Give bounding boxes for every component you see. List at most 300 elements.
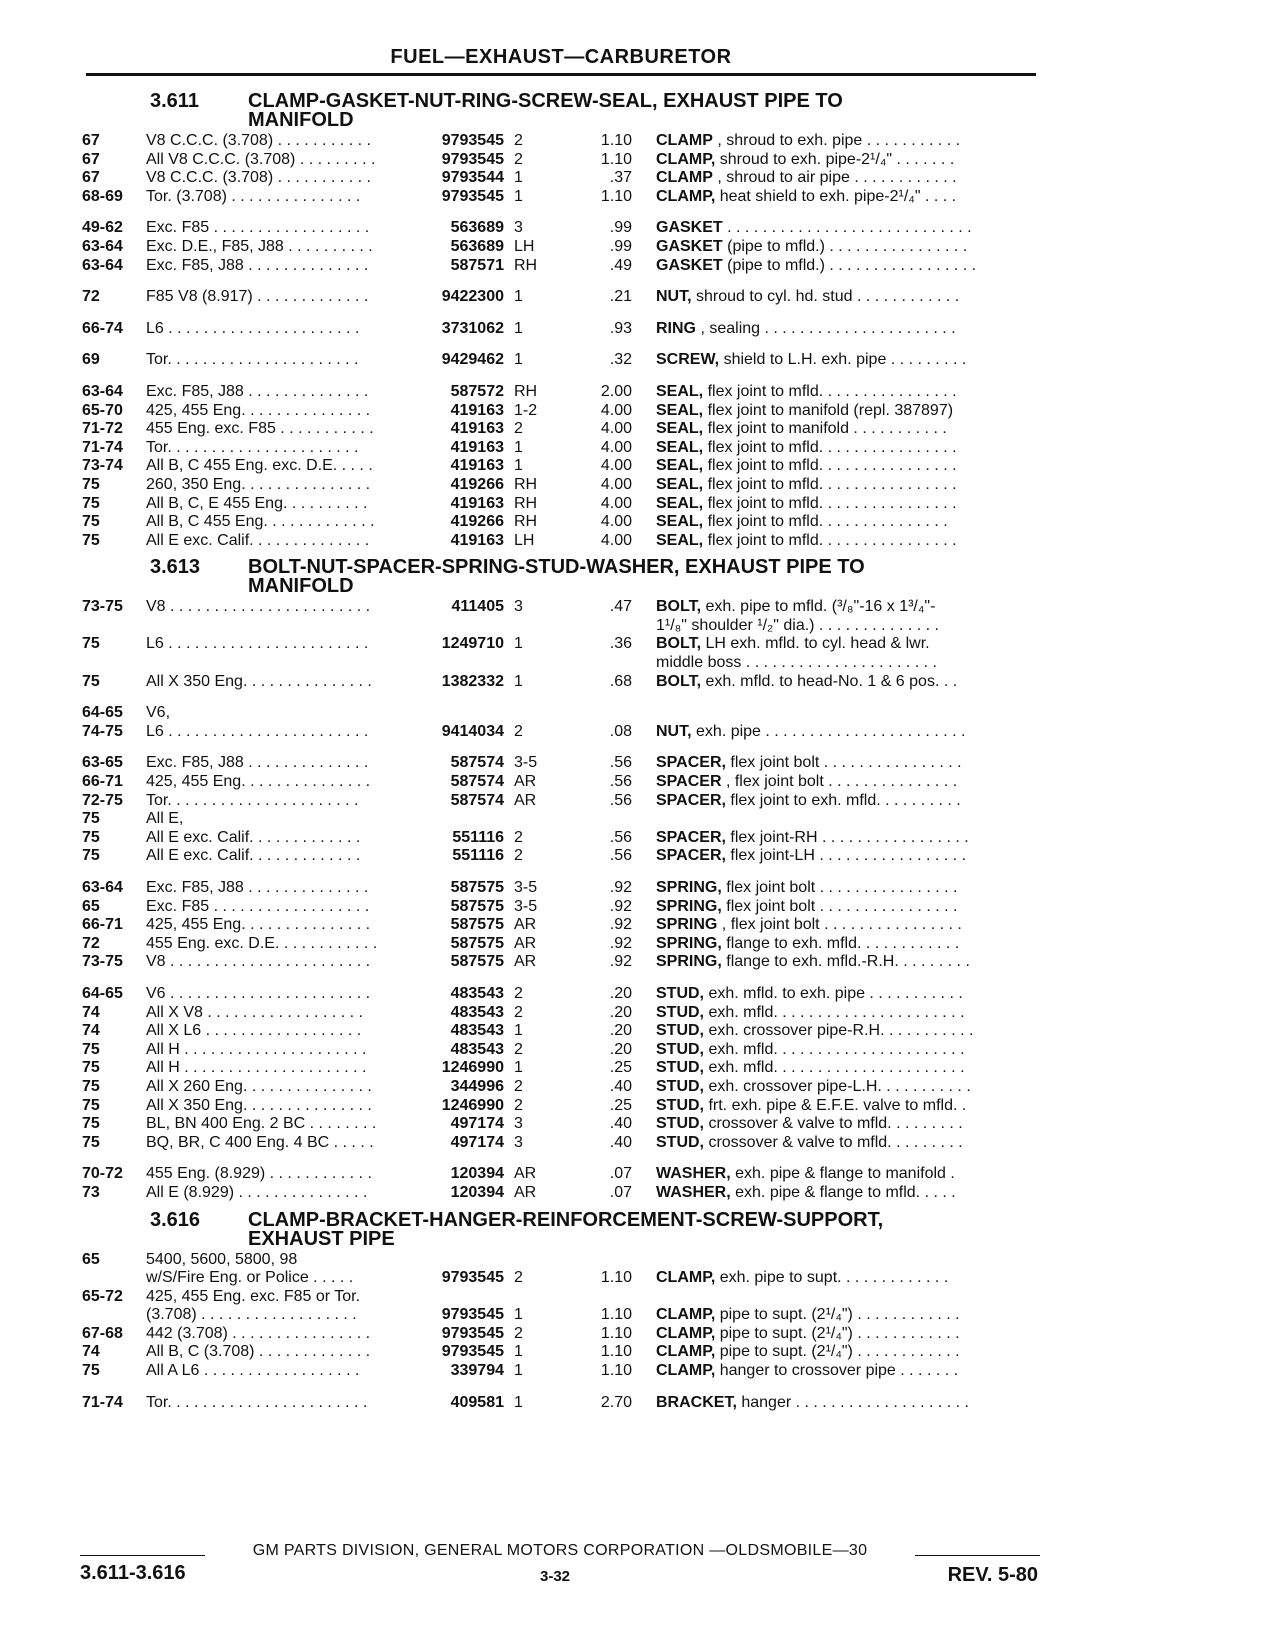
usage: 425, 455 Eng. exc. F85 or Tor. <box>146 1287 361 1305</box>
part-row <box>82 151 1042 170</box>
part-row <box>82 810 1042 829</box>
usage: All H . . . . . . . . . . . . . . . . . . . . . <box>146 1059 367 1077</box>
part-row <box>82 635 1042 654</box>
part-number: 9793545 <box>441 132 504 149</box>
year: 65-70 <box>82 401 123 419</box>
year: 75 <box>82 1077 100 1095</box>
part-row <box>82 773 1042 792</box>
part-row <box>82 1165 1042 1184</box>
part-row <box>82 673 1042 692</box>
part-name <box>632 723 1006 742</box>
part-number: 9793545 <box>441 1269 504 1287</box>
part-name <box>632 351 1006 370</box>
quantity: 1 <box>514 187 523 205</box>
quantity: LH <box>514 531 535 549</box>
quantity: 1 <box>514 351 523 369</box>
part-number: 1246990 <box>441 1059 504 1077</box>
year: 72 <box>82 288 100 306</box>
part-detail: flex joint to mfld. . . . . . . . . . . . . . . . <box>707 382 957 400</box>
part-row <box>82 847 1042 866</box>
part-number: 587574 <box>450 791 504 809</box>
part-name <box>632 754 1006 773</box>
part-name <box>632 598 1006 617</box>
price: 1.10 <box>600 1324 632 1342</box>
part-detail: flange to exh. mfld.-R.H. . . . . . . . . <box>726 953 970 971</box>
price: .49 <box>609 256 632 274</box>
quantity: 2 <box>514 1324 523 1342</box>
part-keyword: SPRING, <box>656 897 722 915</box>
part-row <box>82 935 1042 954</box>
year: 75 <box>82 475 100 493</box>
price: .20 <box>609 1003 632 1021</box>
price: .37 <box>609 169 632 187</box>
part-name <box>632 219 1006 238</box>
part-name <box>632 916 1006 935</box>
part-number: 120394 <box>450 1183 504 1201</box>
part-detail: LH exh. mfld. to cyl. head & lwr. <box>705 635 930 653</box>
part-detail: exh. pipe to supt. . . . . . . . . . . . . <box>719 1269 949 1287</box>
part-name <box>632 673 1006 692</box>
part-name <box>632 953 1006 972</box>
quantity: 1 <box>514 319 523 337</box>
footer-bottom <box>80 1562 1038 1586</box>
part-row <box>82 532 1042 551</box>
year: 67 <box>82 169 100 187</box>
price: .21 <box>609 288 632 306</box>
year: 74 <box>82 1003 100 1021</box>
part-detail: flange to exh. mfld. . . . . . . . . . . . <box>726 934 960 952</box>
part-detail: flex joint-LH . . . . . . . . . . . . . . . . . <box>730 847 967 865</box>
usage: Exc. F85, J88 . . . . . . . . . . . . . . <box>146 879 369 896</box>
part-keyword: CLAMP, <box>656 1343 716 1361</box>
part-detail: flex joint to manifold (repl. 387897) <box>707 401 954 419</box>
usage: All X 260 Eng. . . . . . . . . . . . . . . <box>146 1077 372 1095</box>
section-title: CLAMP-BRACKET-HANGER-REINFORCEMENT-SCREW-SUPPORT, EXHAUST PIPE <box>248 1208 884 1250</box>
part-name <box>632 1165 1006 1184</box>
part-keyword: SEAL, <box>656 513 704 531</box>
part-row <box>82 1097 1042 1116</box>
part-row <box>82 420 1042 439</box>
part-row <box>82 1134 1042 1153</box>
usage: Tor. . . . . . . . . . . . . . . . . . . . . . <box>146 351 359 369</box>
year: 63-64 <box>82 256 123 274</box>
part-row <box>82 169 1042 188</box>
part-keyword: WASHER, <box>656 1183 731 1201</box>
part-keyword: SPRING, <box>656 953 722 971</box>
year: 75 <box>82 810 100 828</box>
usage: All E exc. Calif. . . . . . . . . . . . . . <box>146 531 370 549</box>
section-number: 3.613 <box>150 556 201 579</box>
part-name <box>632 1004 1006 1023</box>
part-detail: , shroud to air pipe . . . . . . . . . . . . <box>717 169 957 187</box>
part-name <box>632 1343 1006 1362</box>
usage: All V8 C.C.C. (3.708) . . . . . . . . . <box>146 150 376 168</box>
price: .93 <box>609 319 632 337</box>
usage: 260, 350 Eng. . . . . . . . . . . . . . . <box>146 475 371 493</box>
part-keyword: SEAL, <box>656 494 704 512</box>
part-name <box>632 320 1006 339</box>
price: 4.00 <box>600 420 632 438</box>
part-group <box>82 879 1042 972</box>
part-detail: shield to L.H. exh. pipe . . . . . . . . . <box>723 351 967 369</box>
part-number: 563689 <box>450 219 504 237</box>
part-row <box>82 476 1042 495</box>
part-number: 9422300 <box>441 288 504 306</box>
quantity: AR <box>514 916 537 934</box>
footer-publisher: GM PARTS DIVISION, GENERAL MOTORS CORPORATION —OLDSMOBILE—30 <box>252 1542 868 1559</box>
year: 75 <box>82 847 100 865</box>
price: .56 <box>609 847 632 865</box>
part-name <box>632 151 1006 170</box>
part-detail: exh. pipe & flange to mfld. . . . . <box>735 1183 956 1201</box>
part-row <box>82 402 1042 421</box>
price: 2.70 <box>600 1393 632 1411</box>
usage: 455 Eng. exc. F85 . . . . . . . . . . . <box>146 420 374 438</box>
part-group <box>82 320 1042 339</box>
part-detail: exh. pipe . . . . . . . . . . . . . . . . . . . . . . . <box>696 722 966 740</box>
quantity: AR <box>514 773 537 791</box>
quantity: 2 <box>514 132 523 149</box>
part-group <box>82 383 1042 550</box>
part-name <box>632 288 1006 307</box>
part-keyword: SPACER, <box>656 847 726 865</box>
price: .20 <box>609 984 632 1002</box>
part-name <box>632 1097 1006 1116</box>
usage: All H . . . . . . . . . . . . . . . . . . . . . <box>146 1040 367 1058</box>
part-number: 419163 <box>450 457 504 475</box>
part-keyword: SEAL, <box>656 475 704 493</box>
part-row <box>82 598 1042 617</box>
part-name <box>632 1041 1006 1060</box>
part-number: 483543 <box>450 1003 504 1021</box>
part-detail: flex joint to mfld. . . . . . . . . . . . . . . . <box>707 438 957 456</box>
part-keyword: SPACER <box>656 773 722 791</box>
part-detail: flex joint to mfld. . . . . . . . . . . . . . . . <box>707 494 957 512</box>
price: 1.10 <box>600 132 632 149</box>
year <box>82 654 146 673</box>
part-row <box>82 351 1042 370</box>
price: .20 <box>609 1022 632 1040</box>
part-row <box>82 1115 1042 1134</box>
quantity: AR <box>514 791 537 809</box>
part-number: 339794 <box>450 1362 504 1380</box>
part-name <box>632 457 1006 476</box>
quantity: RH <box>514 475 538 493</box>
part-row <box>82 1269 1042 1288</box>
year: 75 <box>82 1059 100 1077</box>
section-heading <box>82 92 1042 130</box>
part-number: 483543 <box>450 1022 504 1040</box>
year: 73-75 <box>82 598 123 616</box>
part-name <box>632 1134 1006 1153</box>
quantity <box>504 810 560 829</box>
usage: All E (8.929) . . . . . . . . . . . . . . . <box>146 1183 368 1201</box>
usage: w/S/Fire Eng. or Police . . . . . <box>146 1269 354 1287</box>
part-row <box>82 829 1042 848</box>
price: 1.10 <box>600 1343 632 1361</box>
quantity: 1 <box>514 438 523 456</box>
part-keyword: SPACER, <box>656 791 726 809</box>
usage: 455 Eng. (8.929) . . . . . . . . . . . . <box>146 1165 372 1183</box>
price: .40 <box>609 1115 632 1133</box>
part-row <box>82 985 1042 1004</box>
part-name <box>632 402 1006 421</box>
header-rule <box>86 73 1036 76</box>
price: .92 <box>609 879 632 896</box>
usage: All B, C, E 455 Eng. . . . . . . . . . <box>146 494 368 512</box>
usage <box>146 617 422 636</box>
usage: V8 C.C.C. (3.708) . . . . . . . . . . . <box>146 169 371 187</box>
part-detail: flex joint-RH . . . . . . . . . . . . . . . . . <box>730 828 969 846</box>
part-name <box>632 1288 1006 1307</box>
part-number: 419163 <box>450 494 504 512</box>
part-row <box>82 1078 1042 1097</box>
year: 67 <box>82 132 100 149</box>
price: .56 <box>609 773 632 791</box>
quantity: 1 <box>514 457 523 475</box>
quantity: 2 <box>514 1003 523 1021</box>
part-row <box>82 257 1042 276</box>
part-row <box>82 1041 1042 1060</box>
usage: BQ, BR, C 400 Eng. 4 BC . . . . . <box>146 1133 374 1151</box>
price: .92 <box>609 916 632 934</box>
price: .36 <box>609 635 632 653</box>
year: 67-68 <box>82 1324 123 1342</box>
year: 74 <box>82 1343 100 1361</box>
price: .56 <box>609 754 632 772</box>
part-row <box>82 704 1042 723</box>
part-name <box>632 985 1006 1004</box>
year: 75 <box>82 1096 100 1114</box>
usage: L6 . . . . . . . . . . . . . . . . . . . . . . . <box>146 722 369 740</box>
year: 65 <box>82 897 100 915</box>
part-name <box>632 420 1006 439</box>
part-number <box>422 704 504 723</box>
part-keyword: SEAL, <box>656 401 704 419</box>
part-detail: exh. crossover pipe-R.H. . . . . . . . . . . <box>708 1022 974 1040</box>
quantity: 2 <box>514 828 523 846</box>
quantity: 3 <box>514 1133 523 1151</box>
usage: All B, C 455 Eng. . . . . . . . . . . . . <box>146 513 375 531</box>
part-name <box>632 810 1006 829</box>
usage: Exc. F85, J88 . . . . . . . . . . . . . . <box>146 754 369 772</box>
quantity: 2 <box>514 1040 523 1058</box>
price: 4.00 <box>600 475 632 493</box>
year: 63-64 <box>82 237 123 255</box>
year: 69 <box>82 351 100 369</box>
price <box>560 810 632 829</box>
part-keyword: GASKET <box>656 237 723 255</box>
price: .25 <box>609 1059 632 1077</box>
year: 75 <box>82 1362 100 1380</box>
part-number: 9793545 <box>441 187 504 205</box>
price: 4.00 <box>600 494 632 512</box>
usage: All A L6 . . . . . . . . . . . . . . . . . . <box>146 1362 360 1380</box>
year: 75 <box>82 531 100 549</box>
part-number: 3731062 <box>441 319 504 337</box>
footer-rule-right <box>915 1555 1040 1556</box>
quantity: 1 <box>514 672 523 690</box>
part-keyword: GASKET <box>656 219 723 237</box>
usage: 5400, 5600, 5800, 98 <box>146 1250 298 1268</box>
usage: BL, BN 400 Eng. 2 BC . . . . . . . . <box>146 1115 377 1133</box>
part-keyword: SEAL, <box>656 457 704 475</box>
part-keyword: SPACER, <box>656 754 726 772</box>
part-number: 587575 <box>450 934 504 952</box>
price: .07 <box>609 1165 632 1183</box>
part-keyword: SEAL, <box>656 382 704 400</box>
part-row <box>82 1022 1042 1041</box>
part-name <box>632 1022 1006 1041</box>
price: .07 <box>609 1183 632 1201</box>
price: 4.00 <box>600 531 632 549</box>
usage: All E, <box>146 810 184 828</box>
part-number <box>422 810 504 829</box>
part-detail: pipe to supt. (2¹/₄") . . . . . . . . . . . . <box>719 1324 960 1342</box>
part-row <box>82 188 1042 207</box>
part-row <box>82 238 1042 257</box>
part-detail: flex joint to manifold . . . . . . . . . . . <box>707 420 947 438</box>
part-keyword: WASHER, <box>656 1165 731 1183</box>
quantity: 1 <box>514 1362 523 1380</box>
part-row <box>82 288 1042 307</box>
part-number: 587575 <box>450 879 504 896</box>
price: .68 <box>609 672 632 690</box>
part-name <box>632 1269 1006 1288</box>
usage: L6 . . . . . . . . . . . . . . . . . . . . . . . <box>146 635 369 653</box>
price: 1.10 <box>600 1269 632 1287</box>
part-detail: shroud to exh. pipe-2¹/₄" . . . . . . . <box>719 150 955 168</box>
footer-section-range: 3.611-3.616 <box>80 1562 186 1584</box>
part-number: 1249710 <box>441 635 504 653</box>
part-number: 587574 <box>450 754 504 772</box>
year: 71-72 <box>82 420 123 438</box>
part-name <box>632 513 1006 532</box>
part-name <box>632 1325 1006 1344</box>
part-number: 9793545 <box>441 1324 504 1342</box>
part-row <box>82 495 1042 514</box>
part-keyword: CLAMP, <box>656 187 716 205</box>
part-row <box>82 617 1042 636</box>
part-row <box>82 654 1042 673</box>
part-number: 9793545 <box>441 1343 504 1361</box>
part-detail: heat shield to exh. pipe-2¹/₄" . . . . <box>719 187 957 205</box>
part-group <box>82 1165 1042 1202</box>
year: 73 <box>82 1183 100 1201</box>
part-name <box>632 1184 1006 1203</box>
year: 73-74 <box>82 457 123 475</box>
price: 4.00 <box>600 457 632 475</box>
part-name <box>632 829 1006 848</box>
part-number: 483543 <box>450 1040 504 1058</box>
year: 75 <box>82 828 100 846</box>
usage: All B, C 455 Eng. exc. D.E. . . . . <box>146 457 373 475</box>
part-name <box>632 1115 1006 1134</box>
usage: (3.708) . . . . . . . . . . . . . . . . . . <box>146 1306 357 1324</box>
part-number <box>422 617 504 636</box>
usage: All X V8 . . . . . . . . . . . . . . . . . . <box>146 1003 363 1021</box>
price <box>560 704 632 723</box>
part-keyword: STUD, <box>656 1133 704 1151</box>
quantity <box>504 704 560 723</box>
part-detail: exh. crossover pipe-L.H. . . . . . . . . . . <box>708 1077 971 1095</box>
usage: Tor. . . . . . . . . . . . . . . . . . . . . . . <box>146 1393 368 1411</box>
year: 75 <box>82 513 100 531</box>
price <box>560 1288 632 1307</box>
part-number: 497174 <box>450 1133 504 1151</box>
part-row <box>82 953 1042 972</box>
part-row <box>82 1306 1042 1325</box>
part-row <box>82 439 1042 458</box>
part-detail: flex joint bolt . . . . . . . . . . . . . . . . <box>730 754 962 772</box>
usage: V6, <box>146 704 171 722</box>
usage: 425, 455 Eng. . . . . . . . . . . . . . . <box>146 401 371 419</box>
price: 1.10 <box>600 150 632 168</box>
part-number: 419266 <box>450 513 504 531</box>
price: .47 <box>609 598 632 616</box>
quantity: AR <box>514 953 537 971</box>
part-keyword: GASKET <box>656 256 723 274</box>
part-detail: hanger . . . . . . . . . . . . . . . . . . . . <box>741 1393 969 1411</box>
quantity: AR <box>514 934 537 952</box>
section-title: BOLT-NUT-SPACER-SPRING-STUD-WASHER, EXHAUST PIPE TO MANIFOLD <box>248 556 865 598</box>
price: 2.00 <box>600 382 632 400</box>
quantity: 2 <box>514 1269 523 1287</box>
price: .99 <box>609 219 632 237</box>
part-name <box>632 188 1006 207</box>
part-name <box>632 257 1006 276</box>
part-keyword: STUD, <box>656 1096 704 1114</box>
part-keyword: SPRING, <box>656 934 722 952</box>
quantity: 2 <box>514 847 523 865</box>
usage: 425, 455 Eng. . . . . . . . . . . . . . . <box>146 773 371 791</box>
year: 75 <box>82 1115 100 1133</box>
part-number: 551116 <box>452 847 504 865</box>
price: .08 <box>609 722 632 740</box>
quantity: AR <box>514 1165 537 1183</box>
part-detail: flex joint to exh. mfld. . . . . . . . . . <box>730 791 961 809</box>
part-number: 563689 <box>450 237 504 255</box>
part-number: 587572 <box>450 382 504 400</box>
year: 70-72 <box>82 1165 123 1183</box>
part-detail: flex joint to mfld. . . . . . . . . . . . . . . . <box>707 531 957 549</box>
section-heading <box>82 558 1042 596</box>
usage: All X 350 Eng. . . . . . . . . . . . . . . <box>146 672 372 690</box>
usage: Tor. . . . . . . . . . . . . . . . . . . . . . <box>146 438 359 456</box>
part-detail: exh. mfld. to head-No. 1 & 6 pos. . . <box>705 672 958 690</box>
year: 63-64 <box>82 879 123 896</box>
part-keyword: STUD, <box>656 984 704 1002</box>
part-row <box>82 320 1042 339</box>
section-number: 3.611 <box>150 90 199 112</box>
part-detail: exh. mfld. . . . . . . . . . . . . . . . . . . . . . <box>708 1003 965 1021</box>
price: 4.00 <box>600 401 632 419</box>
price <box>560 1251 632 1270</box>
part-keyword: CLAMP, <box>656 1269 716 1287</box>
usage: V8 . . . . . . . . . . . . . . . . . . . . . . . <box>146 598 371 616</box>
usage: All E exc. Calif. . . . . . . . . . . . . <box>146 828 361 846</box>
quantity: 1 <box>514 1343 523 1361</box>
price: .56 <box>609 791 632 809</box>
price: .40 <box>609 1077 632 1095</box>
part-name <box>632 238 1006 257</box>
part-number: 409581 <box>450 1393 504 1411</box>
part-keyword: SEAL, <box>656 420 704 438</box>
usage: Exc. F85 . . . . . . . . . . . . . . . . . . <box>146 897 370 915</box>
quantity: 1 <box>514 635 523 653</box>
part-keyword: CLAMP, <box>656 1306 716 1324</box>
section-number: 3.616 <box>150 1208 201 1231</box>
